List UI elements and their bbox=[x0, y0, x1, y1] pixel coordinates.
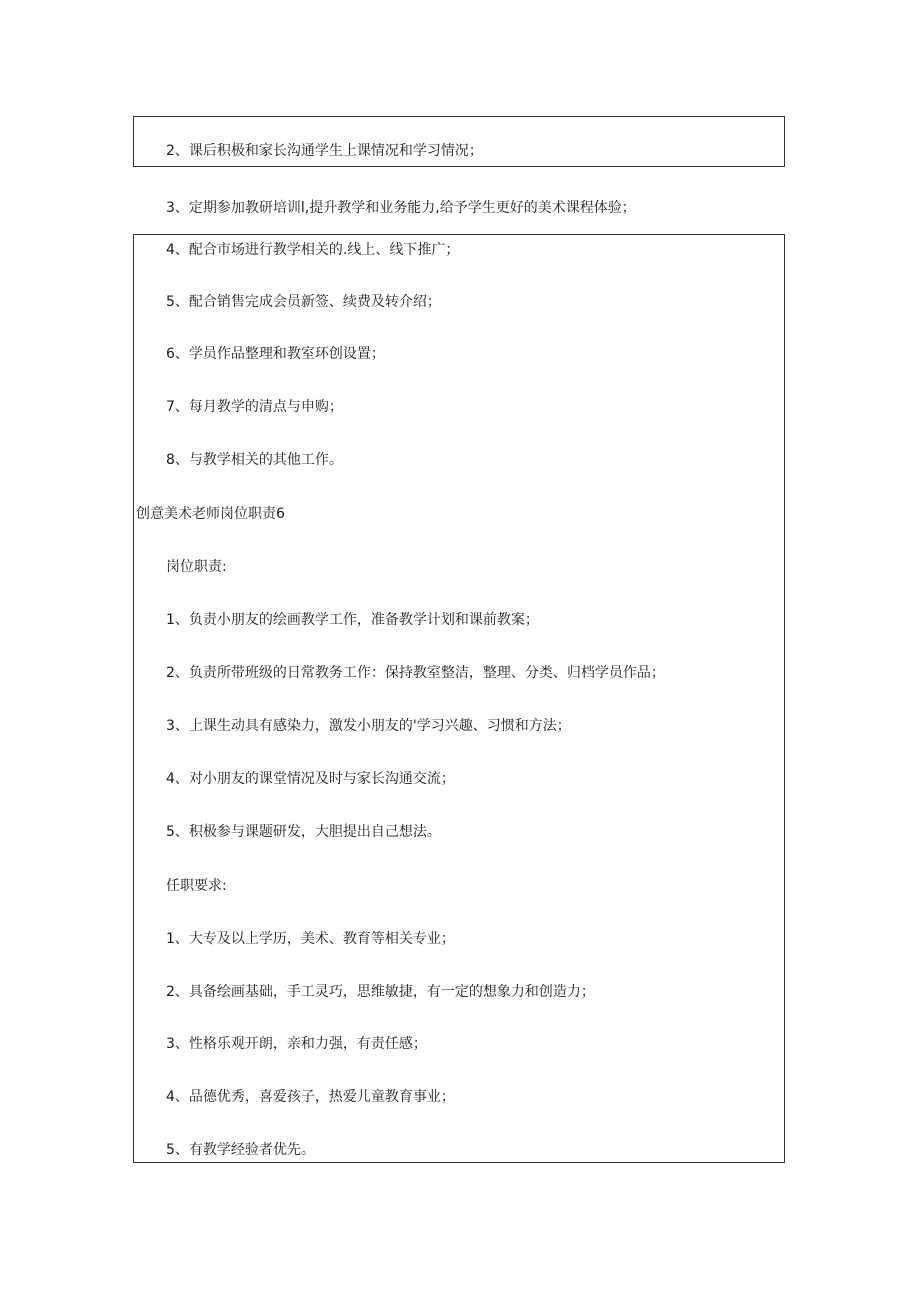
requirements-heading: 任职要求: bbox=[166, 878, 227, 894]
list-item: 4、配合市场进行教学相关的.线上、线下推广； bbox=[166, 242, 460, 258]
list-item: 5、积极参与课题研发，大胆提出自己想法。 bbox=[166, 824, 441, 840]
list-item: 2、具备绘画基础，手工灵巧，思维敏捷，有一定的想象力和创造力； bbox=[166, 984, 595, 1000]
table-cell-main bbox=[133, 234, 785, 1163]
list-item: 5、有教学经验者优先。 bbox=[166, 1142, 315, 1158]
duties-heading: 岗位职责: bbox=[166, 559, 227, 575]
list-item: 3、性格乐观开朗，亲和力强，有责任感； bbox=[166, 1036, 427, 1052]
list-item: 6、学员作品整理和教室环创设置； bbox=[166, 346, 385, 362]
list-item: 8、与教学相关的其他工作。 bbox=[166, 452, 343, 468]
list-item: 5、配合销售完成会员新签、续费及转介绍； bbox=[166, 294, 441, 310]
list-item: 1、负责小朋友的绘画教学工作，准备教学计划和课前教案； bbox=[166, 612, 539, 628]
list-item: 4、对小朋友的课堂情况及时与家长沟通交流； bbox=[166, 771, 455, 787]
list-item: 3、上课生动具有感染力，激发小朋友的'学习兴趣、习惯和方法； bbox=[166, 718, 571, 734]
list-item: 1、大专及以上学历，美术、教育等相关专业； bbox=[166, 931, 455, 947]
list-item: 4、品德优秀，喜爱孩子，热爱儿童教育事业； bbox=[166, 1089, 455, 1105]
section-title: 创意美术老师岗位职责6 bbox=[136, 506, 285, 522]
list-item: 7、每月教学的清点与申购； bbox=[166, 399, 343, 415]
list-item: 2、负责所带班级的日常教务工作：保持教室整洁，整理、分类、归档学员作品； bbox=[166, 665, 665, 681]
list-item: 3、定期参加教研培训l,提升教学和业务能力,给予学生更好的美术课程体验； bbox=[166, 200, 636, 216]
list-item: 2、课后积极和家长沟通学生上课情况和学习情况； bbox=[166, 143, 483, 159]
